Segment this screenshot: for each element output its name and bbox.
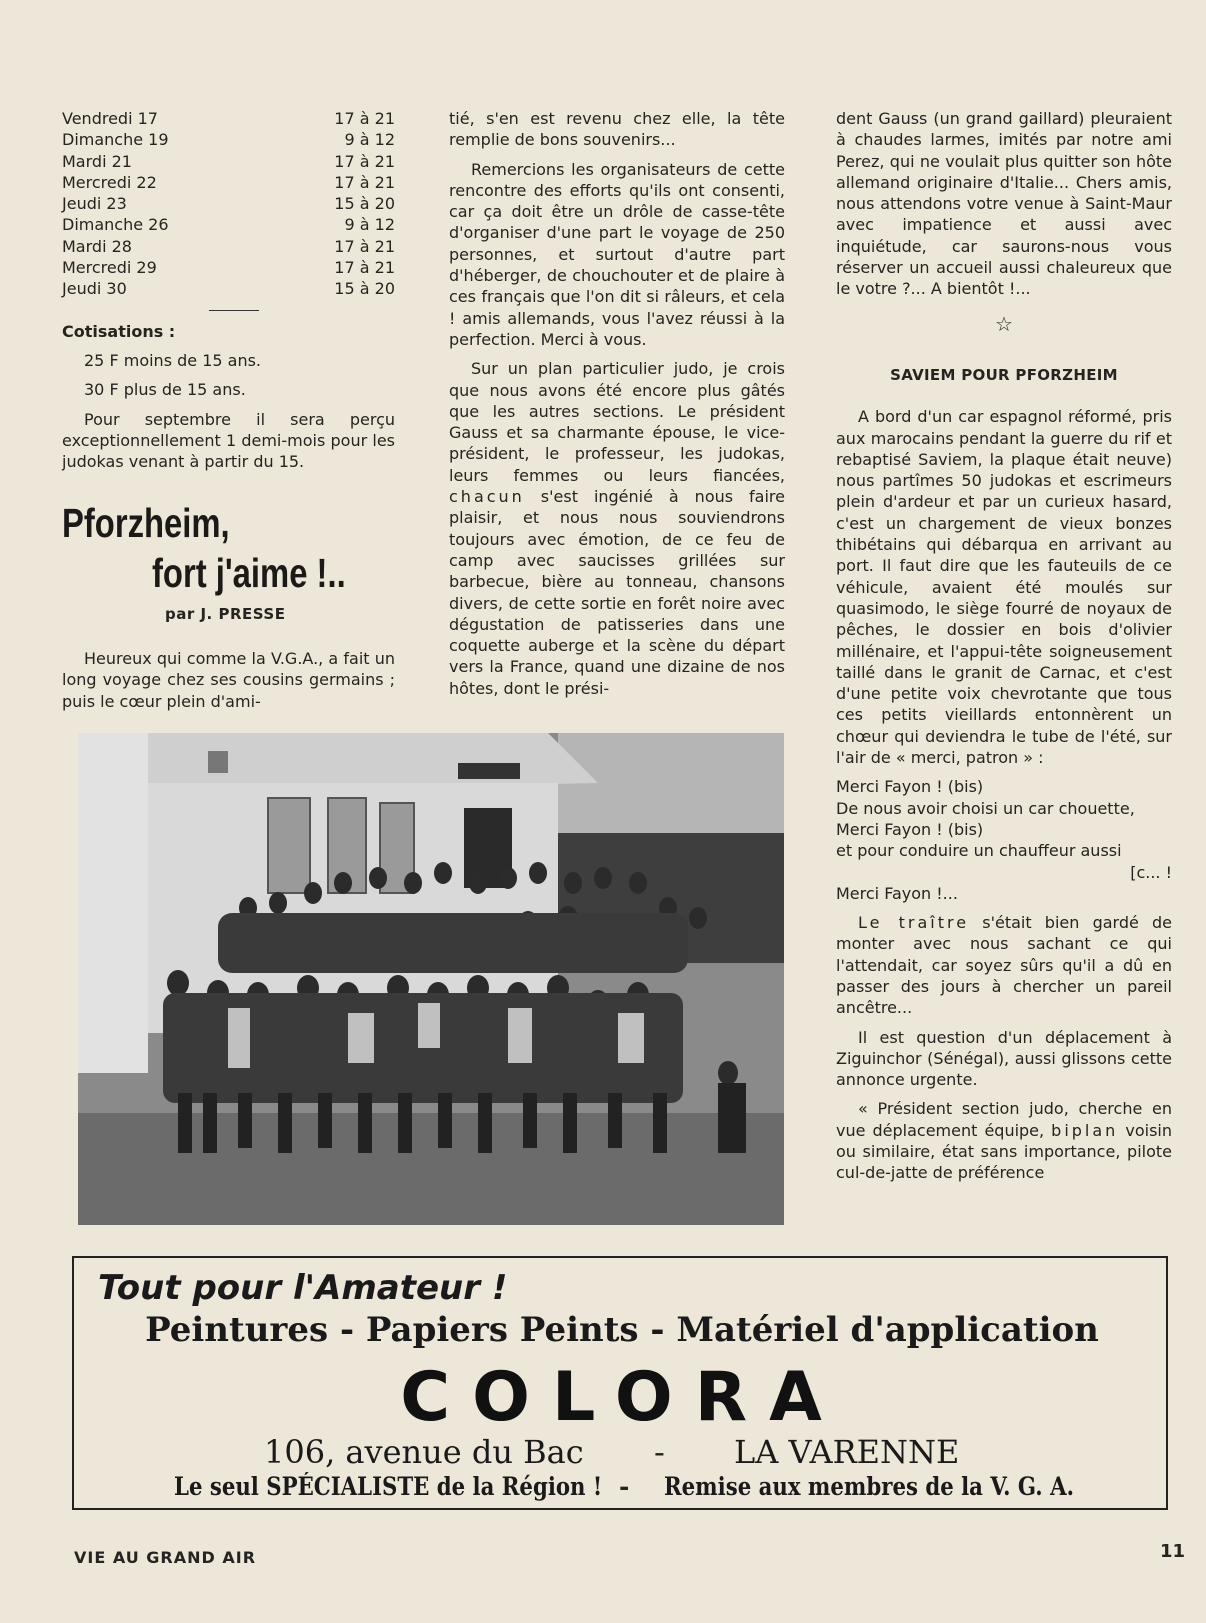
paragraph-text: s'était bien gardé de monter avec nous sachant ce qui l'attendait, car soyez sûrs qu'il a dû en passer des jours à chercher un pareil ancêtre... — [836, 913, 1172, 1018]
section-divider — [209, 310, 259, 311]
schedule-time: 17 à 21 — [334, 172, 395, 192]
schedule-time: 15 à 20 — [334, 194, 395, 214]
schedule-table — [62, 108, 395, 300]
spaced-word: Le traître — [858, 913, 970, 933]
cotisations-note: Pour septembre il sera perçu exceptionnellement 1 demi-mois pour les judokas venant à partir du 15. — [62, 409, 395, 472]
article-headline-line1: Pforzheim, — [62, 500, 230, 546]
schedule-time: 17 à 21 — [334, 151, 395, 171]
ad-address: 106, avenue du Bac — [264, 1433, 584, 1471]
schedule-row — [62, 214, 395, 235]
schedule-row — [62, 236, 395, 257]
article-paragraph: dent Gauss (un grand gaillard) pleuraient à chaudes larmes, imités par notre ami Perez, qui ne voulait plus quitter son hôte allemand originaire d'Italie... Chers amis, nous attendons votre venue à Saint-Maur avec impatience et aussi avec inquiétude, car saurons-nous vous réserver un accueil aussi chaleureux que le votre ?... A bientôt !... — [836, 109, 1172, 299]
schedule-column — [62, 108, 395, 480]
schedule-day: Mardi 28 — [62, 236, 132, 256]
schedule-time: 17 à 21 — [334, 236, 395, 256]
schedule-row — [62, 129, 395, 150]
ad-tagline: Tout pour l'Amateur ! — [98, 1268, 508, 1308]
paragraph-text: Sur un plan particulier judo, je crois que nous avons été encore plus gâtés que les autres sections. Le président Gauss et sa charmante épouse, le vice-président, le professeur, les judokas, leurs femmes ou leurs fiancées, — [449, 359, 785, 485]
intro-paragraph: Heureux qui comme la V.G.A., a fait un long voyage chez ses cousins germains ; puis le cœur plein d'ami- — [62, 649, 395, 711]
schedule-row — [62, 193, 395, 214]
paragraph-text: voisin ou similaire, état sans importance, pilote cul-de-jatte de préférence — [836, 1120, 1172, 1183]
ad-city: LA VARENNE — [734, 1433, 960, 1471]
ad-discount: Remise aux membres de la V. G. A. — [664, 1472, 1074, 1501]
schedule-time: 15 à 20 — [334, 279, 395, 299]
article-paragraph: A bord d'un car espagnol réformé, pris aux marocains pendant la guerre du rif et rebaptisé Saviem, la plaque était neuve) nous partîmes 50 judokas et escrimeurs plein d'ardeur et par un curieux hasard, c'est un chargement de vieux bonzes thibétains qui débarqua en arrivant au port. Il faut dire que les fauteuils de ce véhicule, avaient été moulés sur quasimodo, le siège fourré de noyaux de pêches, le dossier en bois d'olivier millénaire, et l'appui-tête soigneusement taillé dans le granit de Carnac, et c'est d'une petite voix chevrotante que tous ces petits vieillards entonnèrent un chœur qui deviendra le tube de l'été, sur l'air de « merci, patron » : — [836, 407, 1172, 768]
group-photo — [78, 733, 784, 1225]
spaced-word: biplan — [1051, 1120, 1119, 1140]
schedule-time: 9 à 12 — [339, 130, 395, 150]
ad-specialist: Le seul SPÉCIALISTE de la Région ! — [174, 1472, 603, 1501]
cotisations-line: 25 F moins de 15 ans. — [84, 350, 262, 370]
article-headline-line2: fort j'aime !.. — [152, 550, 346, 596]
colora-advertisement — [72, 1256, 1168, 1510]
ad-brand-name: COLORA — [400, 1358, 844, 1437]
article-paragraph: Remercions les organisateurs de cette rencontre des efforts qu'ils ont consenti, car ça doit être un drôle de casse-tête d'organiser d'une part le voyage de 250 personnes, et surtout d'autre part d'héberger, de chouchouter et de plaire à ces français que l'on dit si râleurs, et cela ! amis allemands, vous l'avez réussi à la perfection. Merci à vous. — [449, 159, 785, 349]
article-paragraph — [836, 1098, 1172, 1183]
article-paragraph: Il est question d'un déplacement à Ziguinchor (Sénégal), aussi glissons cette annonce urgente. — [836, 1027, 1172, 1090]
schedule-day: Dimanche 26 — [62, 215, 169, 235]
schedule-row — [62, 172, 395, 193]
schedule-day: Jeudi 23 — [62, 194, 127, 214]
magazine-title: VIE AU GRAND AIR — [74, 1548, 257, 1567]
schedule-row — [62, 108, 395, 129]
ad-separator: - — [654, 1433, 665, 1471]
group-photo-illustration — [78, 733, 784, 1225]
article-column-3 — [836, 108, 1172, 1184]
article-paragraph — [449, 358, 785, 699]
cotisations-line: 30 F plus de 15 ans. — [84, 380, 246, 400]
song-line: Merci Fayon ! (bis) — [836, 819, 984, 839]
subheading: SAVIEM POUR PFORZHEIM — [890, 365, 1118, 384]
schedule-time: 9 à 12 — [339, 215, 395, 235]
schedule-time: 17 à 21 — [334, 109, 395, 128]
article-paragraph — [836, 912, 1172, 1018]
schedule-day: Mercredi 22 — [62, 172, 157, 192]
paragraph-text: s'est ingénié à nous faire plaisir, et nous nous souviendrons toujours avec émotion, de ce feu de camp avec saucisses grillées sur barbecue, bière au tonneau, chansons divers, de cette sortie en forêt noire avec dégustation de patisseries dans une coquette auberge et la scène du départ vers la France, quand une dizaine de nos hôtes, dont le prési- — [449, 487, 785, 698]
schedule-day: Vendredi 17 — [62, 109, 158, 128]
schedule-day: Mardi 21 — [62, 151, 132, 171]
song-line: et pour conduire un chauffeur aussi — [836, 841, 1122, 861]
ad-products: Peintures - Papiers Peints - Matériel d'application — [145, 1310, 1099, 1350]
spaced-word: chacun — [449, 487, 525, 507]
paragraph-text: « Président section judo, cherche en vue déplacement équipe, — [836, 1099, 1172, 1140]
song-line: [c... ! — [1130, 862, 1172, 882]
cotisations-title: Cotisations : — [62, 321, 176, 341]
article-intro — [62, 648, 395, 720]
ad-separator: - — [619, 1472, 630, 1501]
schedule-day: Mercredi 29 — [62, 258, 157, 278]
song-line: Merci Fayon !... — [836, 883, 958, 903]
page-number: 11 — [1160, 1541, 1186, 1562]
song-line: De nous avoir choisi un car chouette, — [836, 798, 1135, 818]
schedule-row — [62, 257, 395, 278]
song-line: Merci Fayon ! (bis) — [836, 777, 984, 797]
schedule-row — [62, 278, 395, 299]
schedule-day: Dimanche 19 — [62, 130, 169, 150]
schedule-day: Jeudi 30 — [62, 279, 127, 299]
article-byline: par J. PRESSE — [165, 605, 286, 623]
article-column-2 — [449, 108, 785, 707]
schedule-row — [62, 151, 395, 172]
star-icon: ☆ — [995, 311, 1013, 336]
schedule-time: 17 à 21 — [334, 258, 395, 278]
article-paragraph: tié, s'en est revenu chez elle, la tête remplie de bons souvenirs... — [449, 109, 785, 150]
